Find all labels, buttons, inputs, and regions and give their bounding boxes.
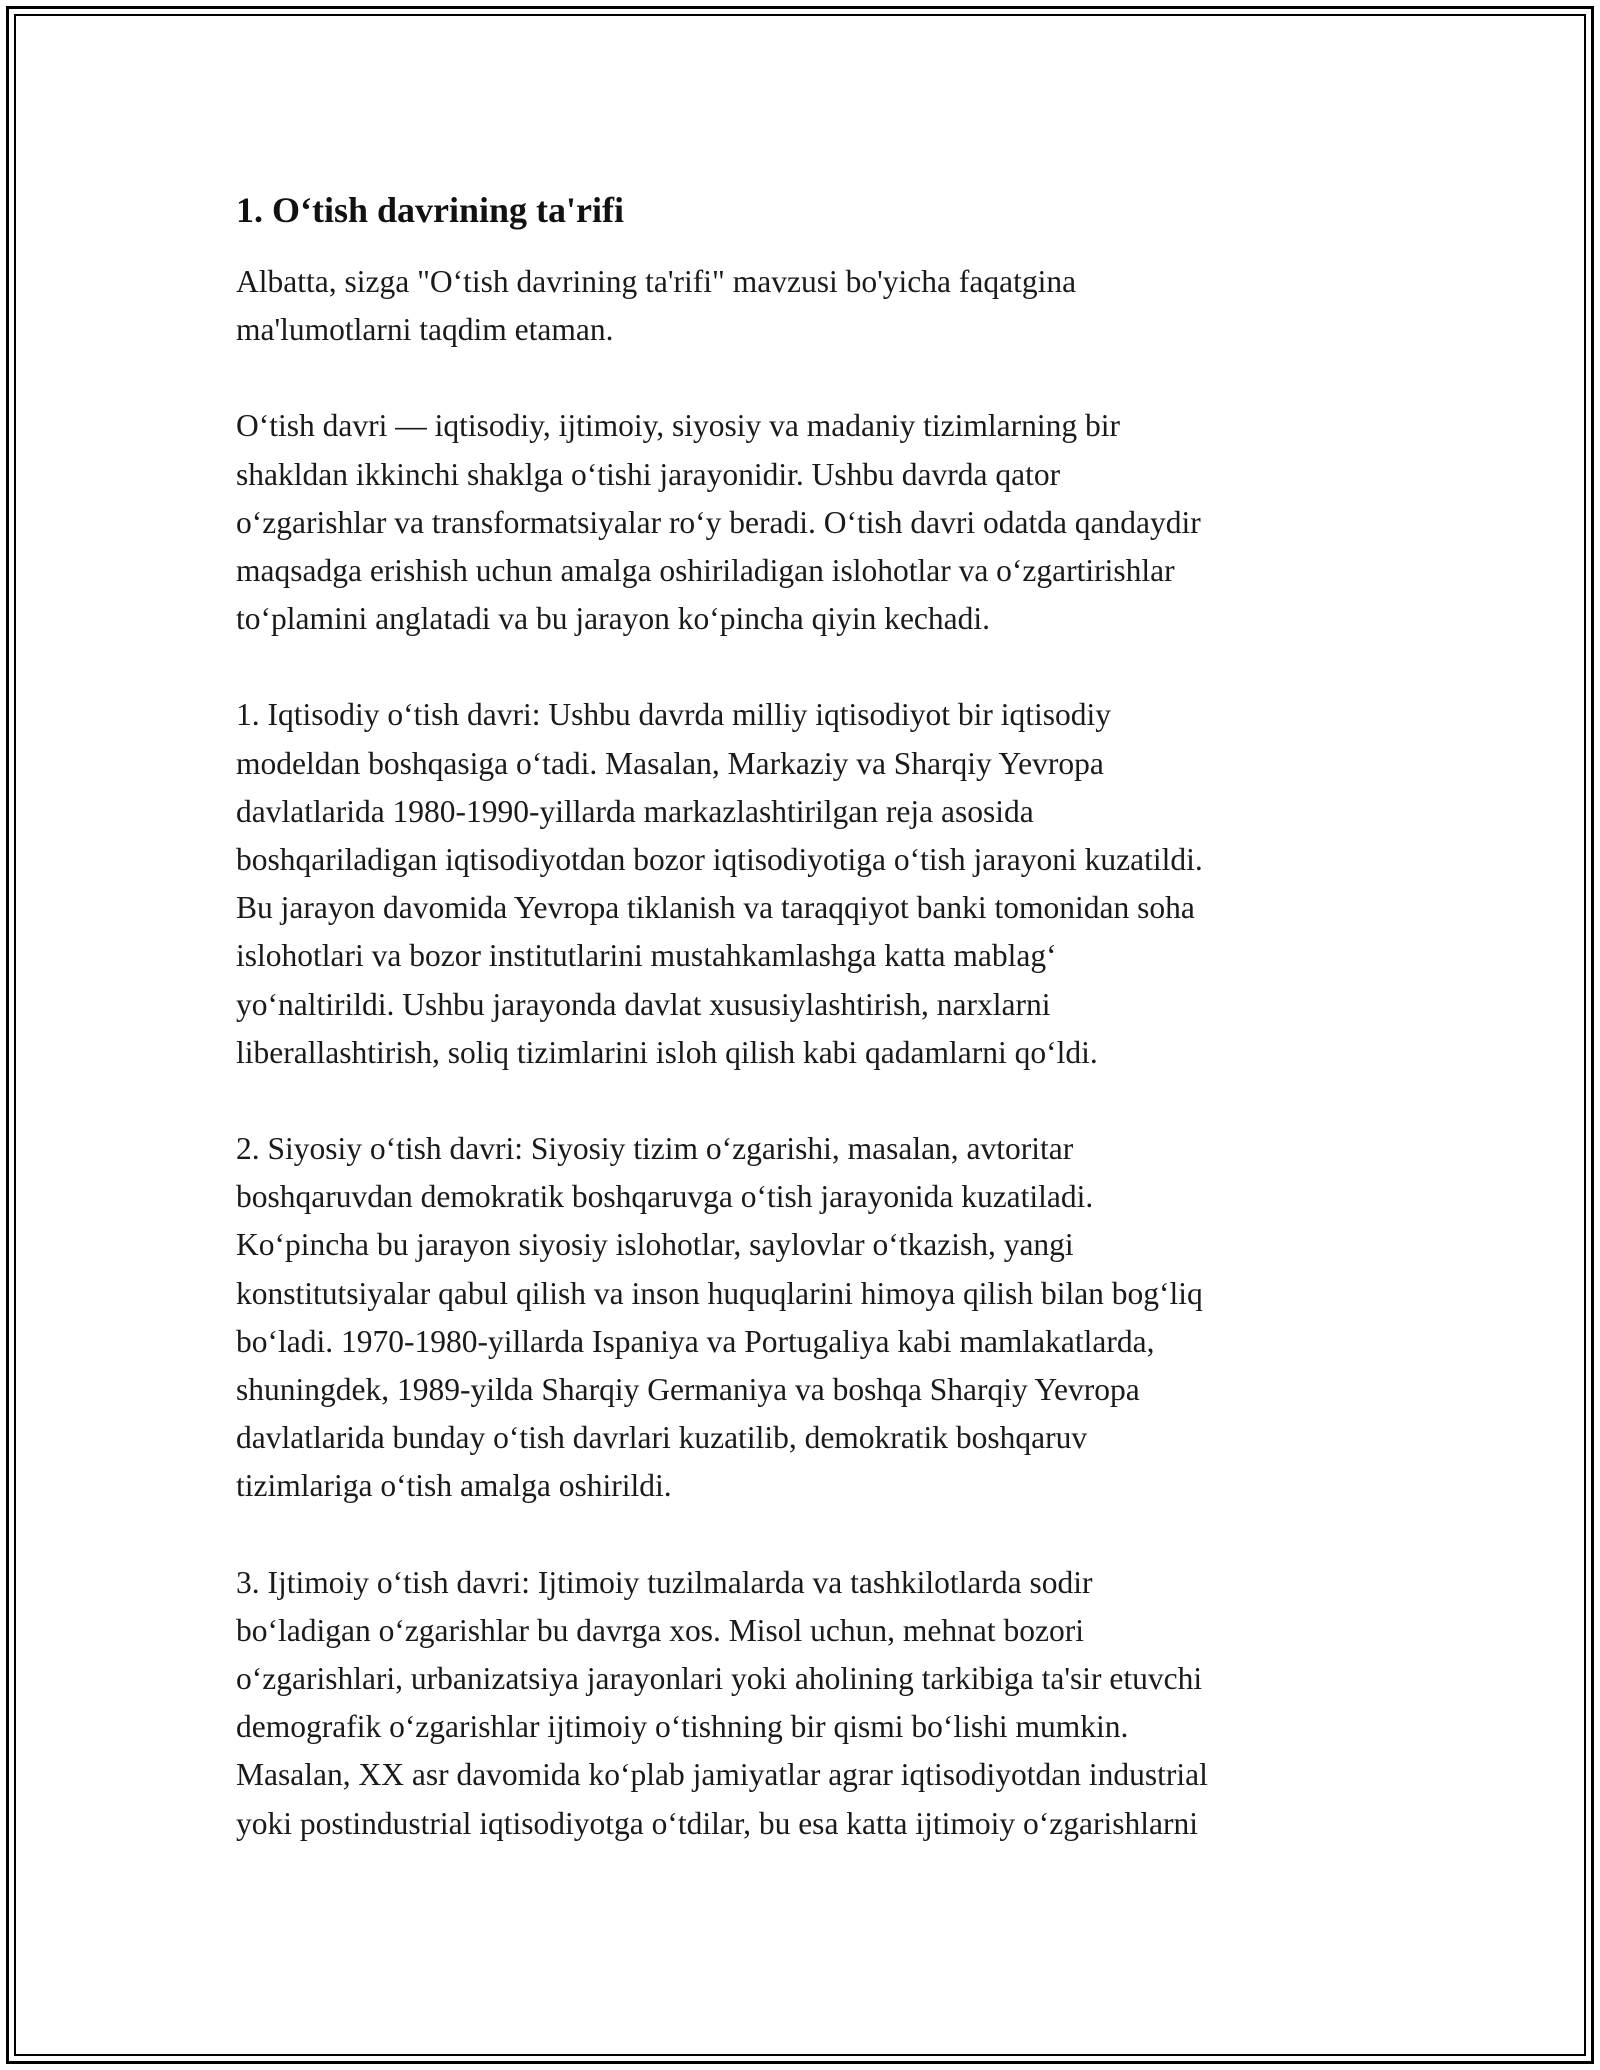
text-line: 1. Iqtisodiy o‘tish davri: Ushbu davrda milliy iqtisodiyot bir iqtisodiy: [236, 697, 1111, 733]
text-line: Masalan, XX asr davomida ko‘plab jamiyatlar agrar iqtisodiyotdan industrial: [236, 1757, 1208, 1793]
paragraph: [236, 258, 1376, 354]
text-line: shakldan ikkinchi shaklga o‘tishi jarayonidir. Ushbu davrda qator: [236, 456, 1061, 492]
text-line: Ko‘pincha bu jarayon siyosiy islohotlar, saylovlar o‘tkazish, yangi: [236, 1227, 1074, 1263]
text-line: bo‘ladigan o‘zgarishlar bu davrga xos. Misol uchun, mehnat bozori: [236, 1612, 1084, 1648]
text-line: davlatlarida bunday o‘tish davrlari kuzatilib, demokratik boshqaruv: [236, 1420, 1088, 1456]
text-line: konstitutsiyalar qabul qilish va inson huquqlarini himoya qilish bilan bog‘liq: [236, 1275, 1203, 1311]
paragraph: [236, 691, 1376, 1077]
text-line: maqsadga erishish uchun amalga oshiriladigan islohotlar va o‘zgartirishlar: [236, 553, 1175, 589]
page-title: 1. O‘tish davrining ta'rifi: [236, 190, 625, 230]
text-line: 3. Ijtimoiy o‘tish davri: Ijtimoiy tuzilmalarda va tashkilotlarda sodir: [236, 1564, 1093, 1600]
document-body: [236, 186, 1376, 1896]
paragraph: [236, 1125, 1376, 1511]
text-line: ma'lumotlarni taqdim etaman.: [236, 312, 614, 348]
paragraph: [236, 402, 1376, 643]
text-line: modeldan boshqasiga o‘tadi. Masalan, Markaziy va Sharqiy Yevropa: [236, 745, 1104, 781]
text-line: boshqaruvdan demokratik boshqaruvga o‘tish jarayonida kuzatiladi.: [236, 1179, 1094, 1215]
paragraph: [236, 1559, 1376, 1848]
paragraph-list: [236, 258, 1376, 1848]
text-line: o‘zgarishlar va transformatsiyalar ro‘y beradi. O‘tish davri odatda qandaydir: [236, 504, 1201, 540]
text-line: to‘plamini anglatadi va bu jarayon ko‘pincha qiyin kechadi.: [236, 601, 991, 637]
text-line: Bu jarayon davomida Yevropa tiklanish va taraqqiyot banki tomonidan soha: [236, 890, 1195, 926]
text-line: boshqariladigan iqtisodiyotdan bozor iqtisodiyotiga o‘tish jarayoni kuzatildi.: [236, 842, 1203, 878]
text-line: demografik o‘zgarishlar ijtimoiy o‘tishning bir qismi bo‘lishi mumkin.: [236, 1709, 1129, 1745]
text-line: yoki postindustrial iqtisodiyotga o‘tdilar, bu esa katta ijtimoiy o‘zgarishlarni: [236, 1805, 1198, 1841]
text-line: bo‘ladi. 1970-1980-yillarda Ispaniya va Portugaliya kabi mamlakatlarda,: [236, 1323, 1155, 1359]
text-line: Albatta, sizga "O‘tish davrining ta'rifi" mavzusi bo'yicha faqatgina: [236, 264, 1077, 299]
text-line: tizimlariga o‘tish amalga oshirildi.: [236, 1468, 672, 1504]
text-line: yo‘naltirildi. Ushbu jarayonda davlat xususiylashtirish, narxlarni: [236, 986, 1051, 1022]
text-line: islohotlari va bozor institutlarini mustahkamlashga katta mablag‘: [236, 938, 1057, 974]
text-line: o‘zgarishlari, urbanizatsiya jarayonlari yoki aholining tarkibiga ta'sir etuvchi: [236, 1661, 1203, 1697]
text-line: 2. Siyosiy o‘tish davri: Siyosiy tizim o‘zgarishi, masalan, avtoritar: [236, 1131, 1074, 1167]
text-line: shuningdek, 1989-yilda Sharqiy Germaniya va boshqa Sharqiy Yevropa: [236, 1372, 1140, 1408]
text-line: O‘tish davri — iqtisodiy, ijtimoiy, siyosiy va madaniy tizimlarning bir: [236, 408, 1120, 444]
text-line: liberallashtirish, soliq tizimlarini isloh qilish kabi qadamlarni qo‘ldi.: [236, 1034, 1098, 1070]
text-line: davlatlarida 1980-1990-yillarda markazlashtirilgan reja asosida: [236, 793, 1034, 829]
